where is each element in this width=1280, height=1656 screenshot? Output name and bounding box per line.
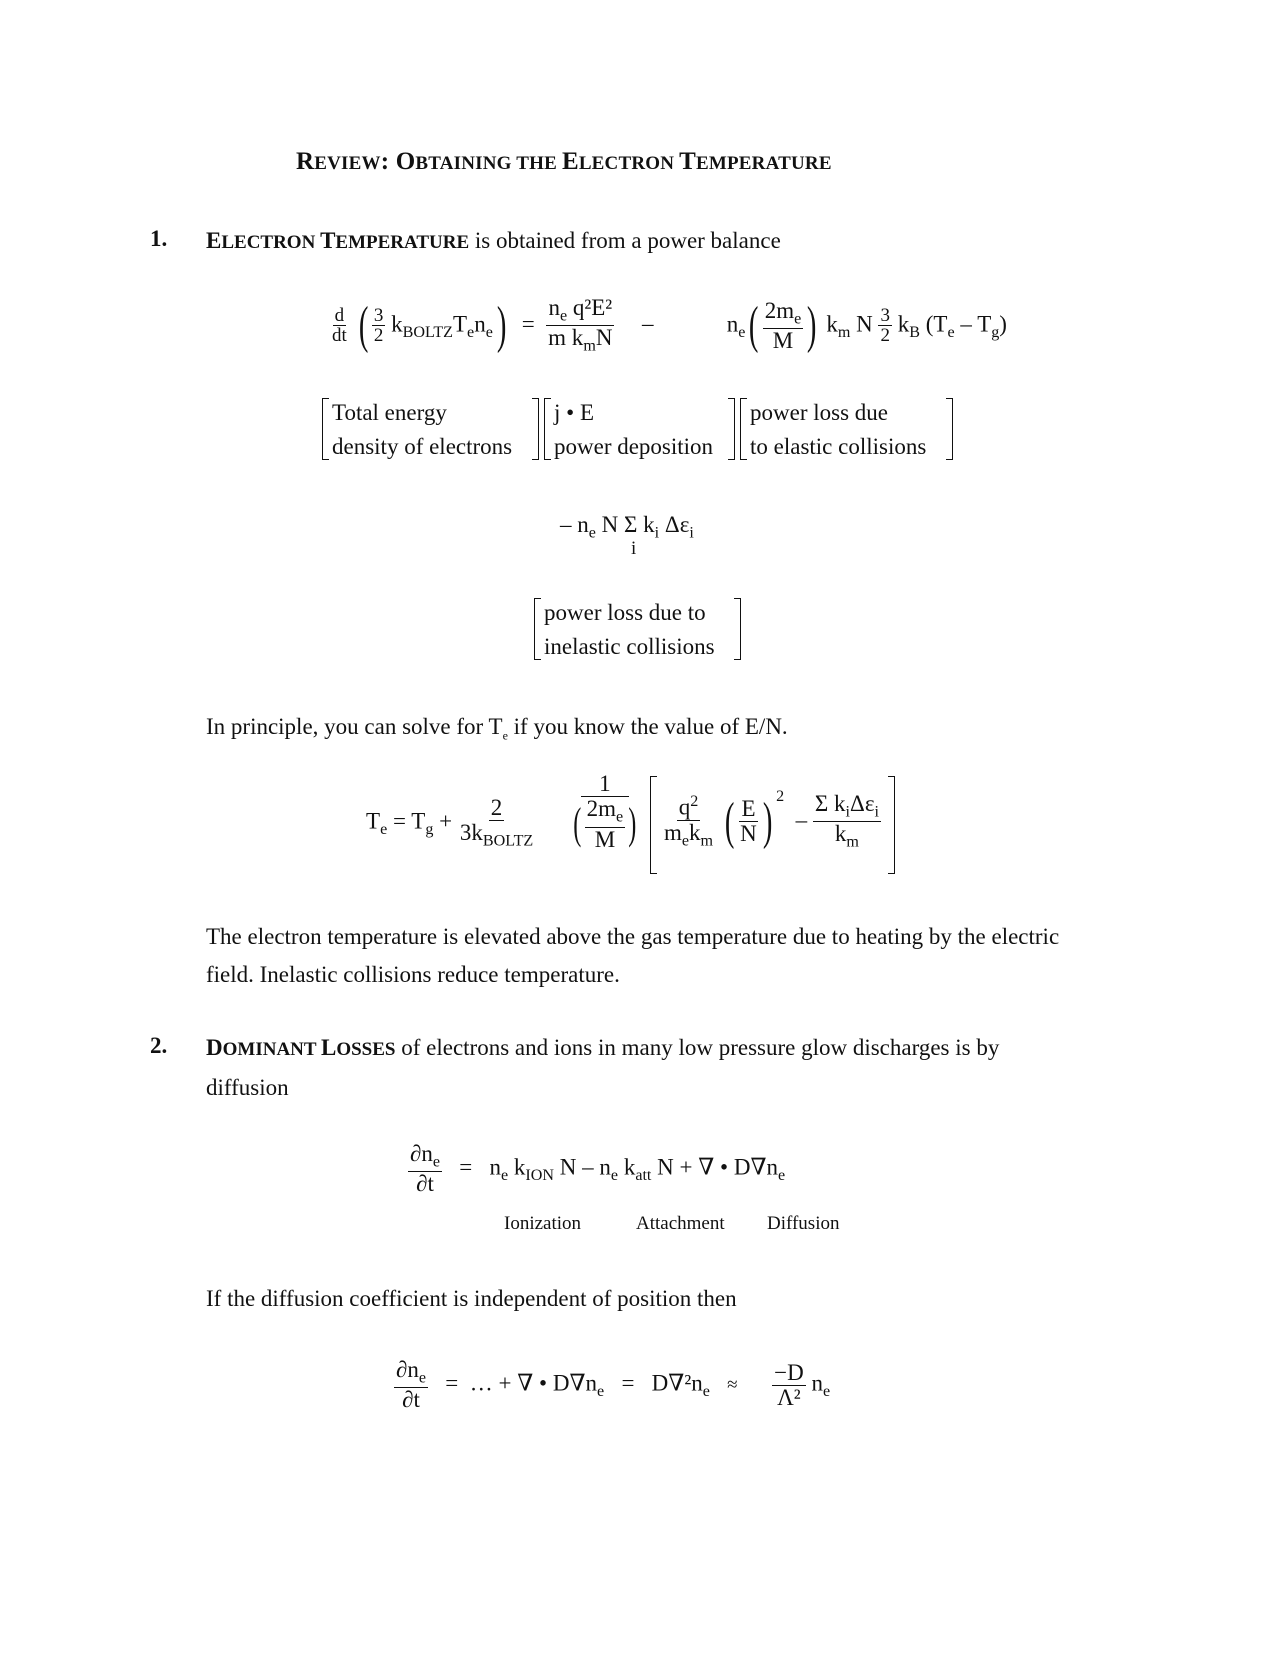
section-1-intro: ELECTRON TEMPERATURE is obtained from a power balance: [206, 228, 781, 253]
paragraph-elevated-temperature: The electron temperature is elevated above the gas temperature due to heating by the electric field. Inelastic collisions reduce temperature.: [206, 924, 1060, 987]
diffusion-approximation-equation: $\frac{\partial n_e}{\partial t}$ = … + ∇ • $D\nabla n_e$ = $D\nabla^2n_e$ ≈ $\frac{-D}{\text{Λ²}}$ $n_e$: [396, 1357, 831, 1413]
paragraph-diffusion-coefficient: If the diffusion coefficient is independent of position then: [206, 1286, 737, 1311]
section-1-number: 1.: [150, 226, 168, 251]
label-elastic-loss: power loss due to elastic collisions: [750, 400, 927, 459]
principle-sentence: In principle, you can solve for $T_e$ if you know the value of E/N.: [206, 714, 788, 743]
electron-temperature-equation: $T_e = T_g$ + $\frac{2}{3k_{BOLTZ}}$: [366, 795, 534, 850]
section-2-intro: DOMINANT LOSSES of electrons and ions in many low pressure glow discharges is by diffusion: [206, 1035, 1000, 1100]
section-2-number: 2.: [150, 1033, 168, 1058]
inelastic-loss-term: – $n_e$ N Σ i $k_i$ $\Delta\varepsilon_i$: [560, 512, 694, 559]
label-total-energy: Total energy density of electrons: [332, 400, 513, 459]
label-inelastic-loss: power loss due to inelastic collisions: [544, 600, 715, 659]
continuity-equation: $\frac{\partial n_e}{\partial t}$ = $n_e$ $k_{ION}$ N – $n_e$ $k_{att}$ N + ∇ • $D\nabla n_e$: [410, 1141, 786, 1197]
label-attachment: Attachment: [636, 1213, 725, 1234]
page-title: REVIEW: OBTAINING THE ELECTRON TEMPERATURE: [296, 148, 832, 175]
label-ionization: Ionization: [504, 1213, 582, 1234]
label-diffusion: Diffusion: [767, 1213, 840, 1234]
eq2-one-over: 1 ( $\frac{2m_e}{M}$ ): [573, 771, 637, 852]
label-power-deposition: j • E power deposition: [554, 400, 714, 459]
power-balance-equation: $\frac{d}{dt}$ ( $\frac{3}{2}$ $k_{BOLTZ}T_en_e$) = $\frac{n_e q^2E^2}{m k_mN}$ – $n_e$( $\frac{2m_e}{M}$ ) $k_m$ N $\frac{3}{2}$ $k_B$ $(T_e - T_g)$: [332, 295, 1007, 356]
eq2-bracket-content: $\frac{q^2}{m_ek_m}$ ( $\frac{E}{N}$ ) $^2$ – $\frac{\Sigma k_i\Delta\varepsilon_i}{k_m}$: [664, 787, 879, 852]
